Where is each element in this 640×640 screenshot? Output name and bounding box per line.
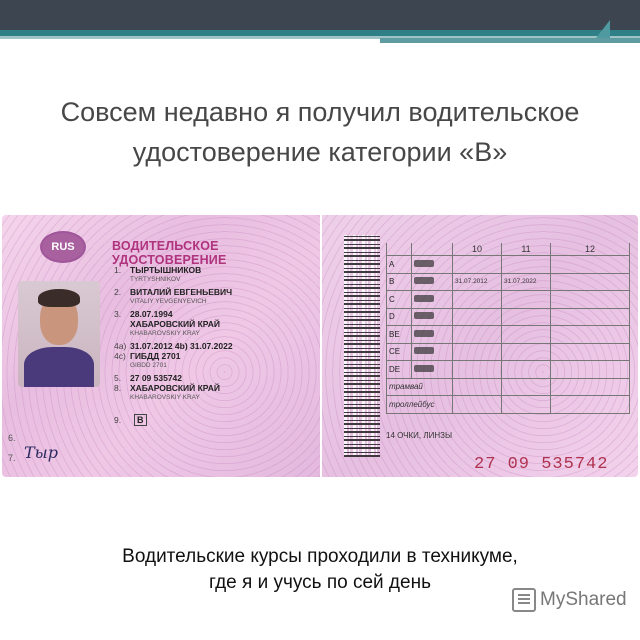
table-row: A (387, 256, 630, 274)
slide-title: Совсем недавно я получил водительское удостоверение категории «В» (60, 97, 580, 167)
photo-body (24, 347, 94, 387)
field-sub: GIBDD 2701 (130, 362, 167, 369)
field-6-label: 6. (8, 433, 16, 443)
car-icon (414, 277, 434, 284)
category-table (386, 243, 630, 414)
serial-number: 27 09 535742 (474, 455, 609, 474)
field-row: 2. ВИТАЛИЙ ЕВГЕНЬЕВИЧ (114, 287, 233, 297)
truck-icon (414, 295, 434, 302)
photo-hair (38, 289, 80, 307)
bus-trailer-icon (414, 365, 434, 372)
caption-line-2: где я и учусь по сей день (209, 572, 431, 593)
truck-trailer-icon (414, 347, 434, 354)
top-dark-bar (0, 0, 640, 30)
field-sub: KHABAROVSKIY KRAY (130, 330, 200, 337)
field-sub: KHABAROVSKIY KRAY (130, 394, 200, 401)
brand-name: MyShared (540, 589, 627, 610)
license-back (322, 215, 638, 477)
car-trailer-icon (414, 330, 434, 337)
license-title: ВОДИТЕЛЬСКОЕ УДОСТОВЕРЕНИЕ (112, 239, 227, 267)
table-row: B 31.07.2012 31.07.2022 (387, 273, 630, 291)
license-fields (114, 265, 314, 426)
field-sub: TYRTYSHNIKOV (130, 276, 181, 283)
field-row: ХАБАРОВСКИЙ КРАЙ (130, 319, 220, 329)
caption-line-1: Водительские курсы проходили в техникуме, (122, 546, 518, 567)
bus-icon (414, 312, 434, 319)
table-row: BE (387, 326, 630, 344)
field-row: 3. 28.07.1994 (114, 309, 173, 319)
field-row: 1. ТЫРТЫШНИКОВ (114, 265, 202, 275)
country-badge: RUS (40, 231, 86, 263)
field-row: 4a) 31.07.2012 4b) 31.07.2022 (114, 341, 233, 351)
bar-accent (380, 38, 640, 43)
field-row: 5. 27 09 535742 (114, 373, 182, 383)
field-row: 9. B (114, 414, 314, 426)
table-row: CE (387, 343, 630, 361)
license-front (2, 215, 320, 477)
table-row: C (387, 291, 630, 309)
field-row: 8. ХАБАРОВСКИЙ КРАЙ (114, 383, 220, 393)
field-14: 14 ОЧКИ, ЛИНЗЫ (386, 431, 453, 440)
table-row: трамвай (387, 378, 630, 396)
brand-logo[interactable] (512, 588, 627, 612)
table-row: троллейбус (387, 396, 630, 414)
field-sub: VITALIY YEVGENYEVICH (130, 298, 207, 305)
presentation-icon (512, 588, 536, 612)
category-box: B (134, 414, 147, 426)
field-7-label: 7. (8, 453, 16, 463)
barcode (344, 235, 380, 457)
motorcycle-icon (414, 260, 434, 267)
field-row: 4c) ГИБДД 2701 (114, 351, 181, 361)
holder-photo (18, 281, 100, 387)
bar-notch (596, 20, 610, 38)
table-row: DE (387, 361, 630, 379)
holder-signature: Тыр (24, 443, 58, 462)
table-row: D (387, 308, 630, 326)
table-header: 10 11 12 (387, 243, 630, 256)
